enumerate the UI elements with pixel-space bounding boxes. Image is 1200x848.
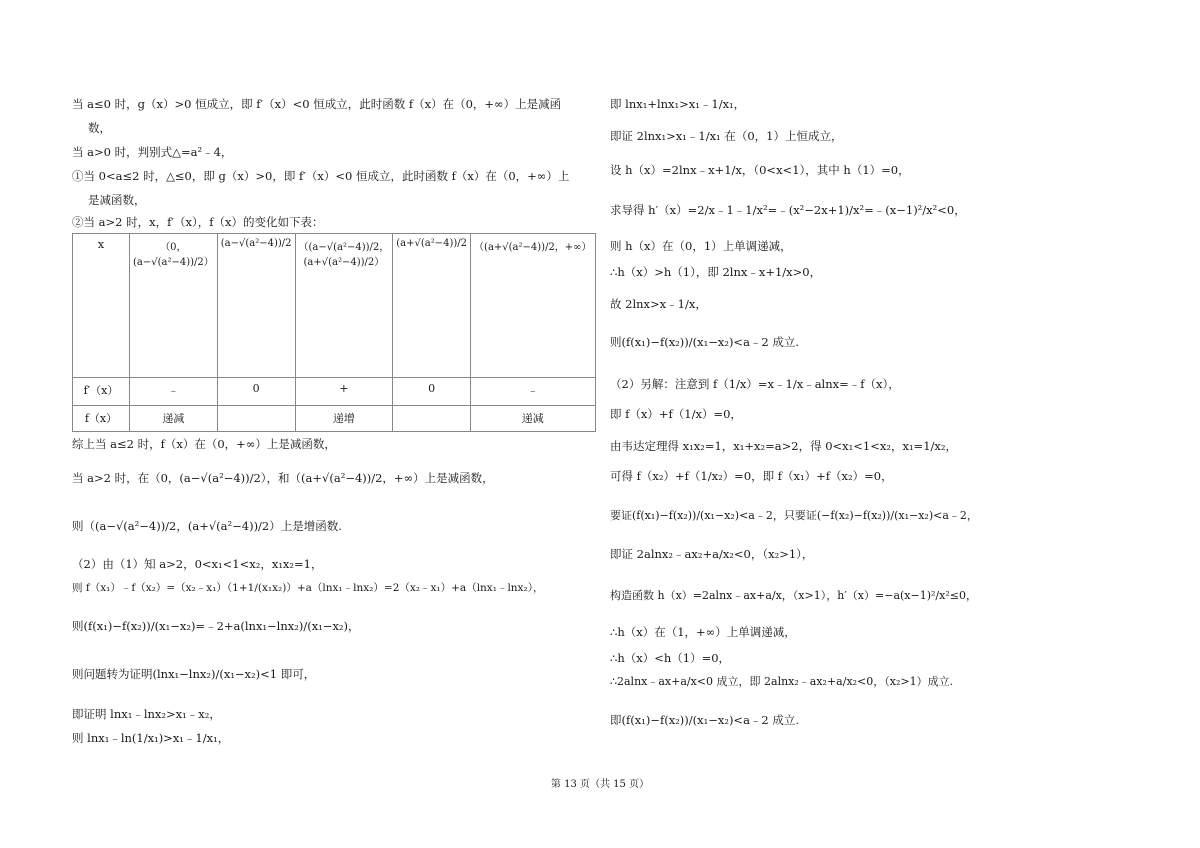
table-cell xyxy=(393,406,471,432)
table-cell: ﹣ xyxy=(471,378,595,406)
text-line: 则 f（x₁）﹣f（x₂）=（x₂﹣x₁）（1+1/(x₁x₂)）+a（lnx₁﹣lnx₂）=2（x₂﹣x₁）+a（lnx₁﹣lnx₂）， xyxy=(72,582,544,594)
text-line: 则问题转为证明(lnx₁−lnx₂)/(x₁−x₂)<1 即可， xyxy=(72,667,316,681)
text-line: ∴2alnx﹣ax+a/x<0 成立，即 2alnx₂﹣ax₂+a/x₂<0，（x₂>1）成立. xyxy=(610,675,954,688)
text-line: 即证明 lnx₁﹣lnx₂>x₁﹣x₂， xyxy=(72,707,221,721)
text-line: 即证 2alnx₂﹣ax₂+a/x₂<0，（x₂>1）， xyxy=(610,547,814,561)
text-line: 则 h（x）在（0，1）上单调递减， xyxy=(610,239,792,253)
text-line: 即(f(x₁)−f(x₂))/(x₁−x₂)<a﹣2 成立. xyxy=(610,713,800,727)
text-line: 则(f(x₁)−f(x₂))/(x₁−x₂)=﹣2+a(lnx₁−lnx₂)/(x₁−x₂)， xyxy=(72,619,360,633)
text-line: 即 lnx₁+lnx₁>x₁﹣1/x₁， xyxy=(610,97,746,111)
text-line: 则 lnx₁﹣ln(1/x₁)>x₁﹣1/x₁， xyxy=(72,731,230,745)
table-cell: f（x） xyxy=(73,406,130,432)
text-line: 数， xyxy=(88,121,111,135)
text-line: 当 a>0 时，判别式△=a²﹣4， xyxy=(72,145,233,159)
text-line: 可得 f（x₂）+f（1/x₂）=0，即 f（x₁）+f（x₂）=0， xyxy=(610,469,893,483)
text-line: 则(f(x₁)−f(x₂))/(x₁−x₂)<a﹣2 成立. xyxy=(610,335,800,349)
text-line: （2）另解：注意到 f（1/x）=x﹣1/x﹣alnx=﹣f（x）， xyxy=(610,377,900,391)
text-line: 是减函数， xyxy=(88,193,146,207)
table-header-cell: (a−√(a²−4))/2 xyxy=(217,234,295,378)
text-line: 求导得 h′（x）=2/x﹣1﹣1/x²=﹣(x²−2x+1)/x²=﹣(x−1)²/x²<0， xyxy=(610,203,966,217)
page-footer: 第 13 页（共 15 页） xyxy=(550,779,650,790)
table-header-cell: x xyxy=(73,234,130,378)
table-cell: 0 xyxy=(393,378,471,406)
table-cell xyxy=(217,406,295,432)
table-header-cell: （(a−√(a²−4))/2，(a+√(a²−4))/2） xyxy=(295,234,393,378)
table-header-cell: (a+√(a²−4))/2 xyxy=(393,234,471,378)
text-line: 当 a≤0 时，g（x）>0 恒成立，即 f′（x）<0 恒成立，此时函数 f（x）在（0，+∞）上是减函 xyxy=(72,97,562,111)
text-line: 构造函数 h（x）=2alnx﹣ax+a/x，（x>1），h′（x）=−a(x−1)²/x²≤0， xyxy=(610,589,977,602)
text-line: ①当 0<a≤2 时，△≤0，即 g（x）>0，即 f′（x）<0 恒成立，此时函数 f（x）在（0，+∞）上 xyxy=(72,169,570,183)
table-cell: 递增 xyxy=(295,406,393,432)
text-line: 故 2lnx>x﹣1/x， xyxy=(610,297,707,311)
table-cell: 递减 xyxy=(130,406,218,432)
table-cell: f′（x） xyxy=(73,378,130,406)
text-line: ∴h（x）>h（1），即 2lnx﹣x+1/x>0， xyxy=(610,265,822,279)
table-cell: 递减 xyxy=(471,406,595,432)
text-line: 综上当 a≤2 时，f（x）在（0，+∞）上是减函数， xyxy=(72,437,336,451)
text-line: 设 h（x）=2lnx﹣x+1/x，（0<x<1），其中 h（1）=0， xyxy=(610,163,910,177)
table-cell: + xyxy=(295,378,393,406)
table-cell: 0 xyxy=(217,378,295,406)
text-line: 则（(a−√(a²−4))/2，(a+√(a²−4))/2）上是增函数. xyxy=(72,519,342,533)
text-line: ∴h（x）在（1，+∞）上单调递减， xyxy=(610,625,796,639)
text-line: 即证 2lnx₁>x₁﹣1/x₁ 在（0，1）上恒成立， xyxy=(610,129,843,143)
table-cell: ﹣ xyxy=(130,378,218,406)
variation-table xyxy=(72,233,596,432)
text-line: 要证(f(x₁)−f(x₂))/(x₁−x₂)<a﹣2，只要证(−f(x₂)−f(x₂))/(x₁−x₂)<a﹣2， xyxy=(610,509,978,522)
table-header-cell: （0，(a−√(a²−4))/2） xyxy=(130,234,218,378)
text-line: 当 a>2 时，在（0，(a−√(a²−4))/2），和（(a+√(a²−4))/2，+∞）上是减函数， xyxy=(72,471,494,485)
text-line: 即 f（x）+f（1/x）=0， xyxy=(610,407,742,421)
table-header-cell: （(a+√(a²−4))/2，+∞） xyxy=(471,234,595,378)
text-line: ∴h（x）<h（1）=0， xyxy=(610,651,731,665)
text-line: ②当 a>2 时，x，f′（x），f（x）的变化如下表： xyxy=(72,215,324,229)
text-line: （2）由（1）知 a>2，0<x₁<1<x₂，x₁x₂=1， xyxy=(72,557,323,571)
text-line: 由韦达定理得 x₁x₂=1，x₁+x₂=a>2，得 0<x₁<1<x₂，x₁=1/x₂， xyxy=(610,439,957,453)
